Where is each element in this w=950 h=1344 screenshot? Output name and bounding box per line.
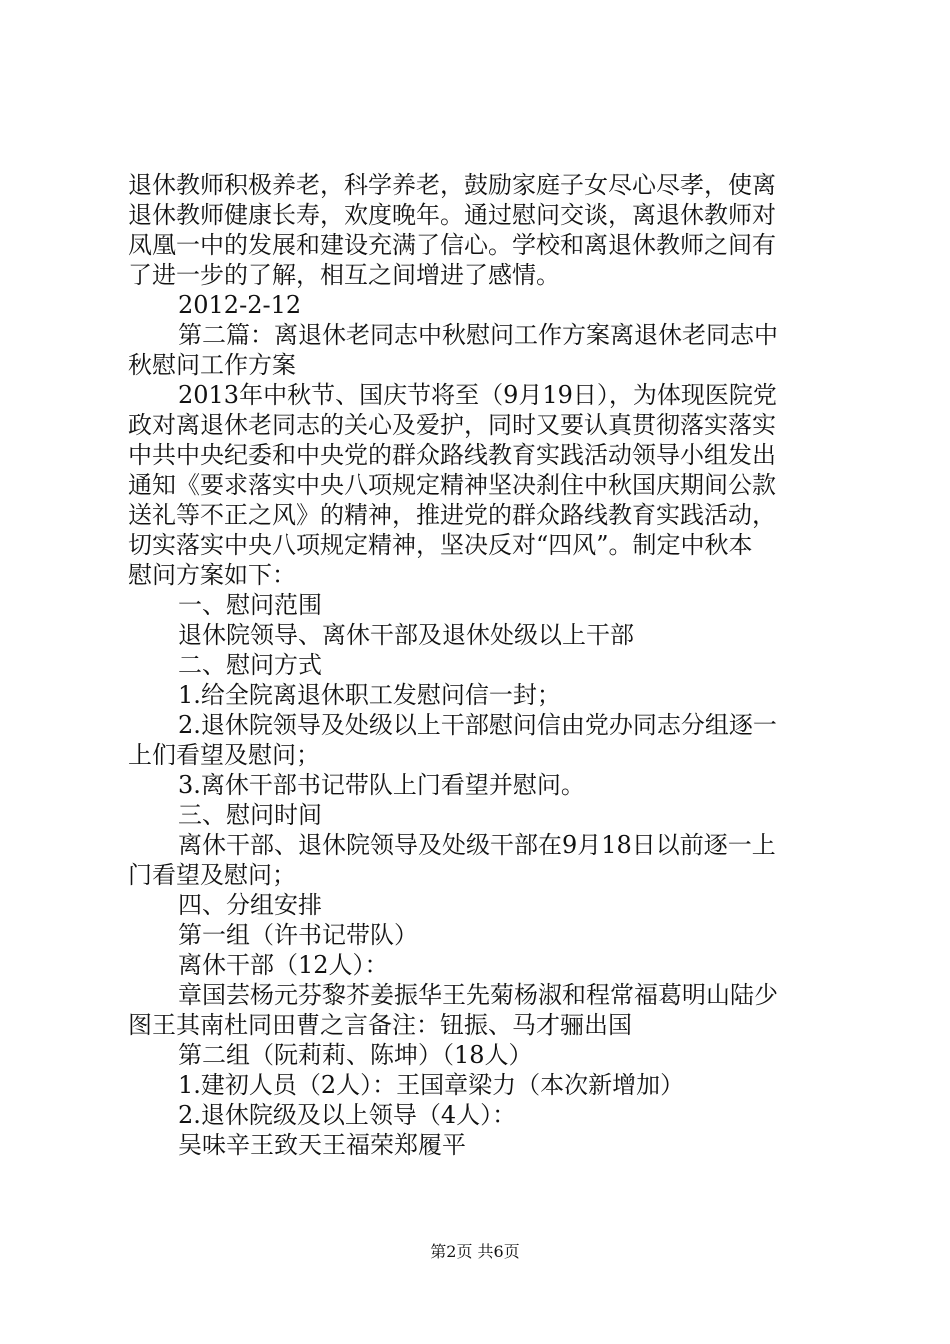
text-line-3: 凤凰一中的发展和建设充满了信心。学校和离退休教师之间有	[128, 231, 776, 259]
heading-groups: 四、分组安排	[178, 891, 322, 919]
text-line-16: 退休院领导、离休干部及退休处级以上干部	[178, 621, 634, 649]
text-line-10: 中共中央纪委和中央党的群众路线教育实践活动领导小组发出	[128, 441, 776, 469]
section-title-line-2: 秋慰问工作方案	[128, 351, 296, 379]
group-2-item-1: 1.建初人员（2人）：王国章梁力（本次新增加）	[178, 1071, 685, 1099]
group-2-title: 第二组（阮莉莉、陈坤）（18人）	[178, 1041, 533, 1069]
text-line-2: 退休教师健康长寿，欢度晚年。通过慰问交谈，离退休教师对	[128, 201, 776, 229]
date-line: 2012-2-12	[178, 291, 302, 319]
heading-time: 三、慰问时间	[178, 801, 322, 829]
document-body	[128, 170, 838, 1160]
group-2-item-2: 2.退休院级及以上领导（4人）：	[178, 1101, 517, 1129]
text-line-14: 慰问方案如下：	[128, 561, 296, 589]
text-line-1: 退休教师积极养老，科学养老，鼓励家庭子女尽心尽孝，使离	[128, 171, 776, 199]
section-title-line-1: 第二篇：离退休老同志中秋慰问工作方案离退休老同志中	[178, 321, 778, 349]
heading-scope: 一、慰问范围	[178, 591, 322, 619]
text-line-9: 政对离退休老同志的关心及爱护，同时又要认真贯彻落实落实	[128, 411, 776, 439]
group-2-names: 吴味辛王致天王福荣郑履平	[178, 1131, 466, 1159]
list-item-1: 1.给全院离退休职工发慰问信一封；	[178, 681, 561, 709]
group-1-names-1: 章国芸杨元芬黎芥姜振华王先菊杨淑和程常福葛明山陆少	[178, 981, 778, 1009]
group-1-title: 第一组（许书记带队）	[178, 921, 418, 949]
page-number-footer: 第2页 共6页	[430, 1242, 520, 1261]
text-line-8: 2013年中秋节、国庆节将至（9月19日），为体现医院党	[178, 381, 777, 409]
text-line-4: 了进一步的了解，相互之间增进了感情。	[128, 261, 560, 289]
text-line-11: 通知《要求落实中央八项规定精神坚决刹住中秋国庆期间公款	[128, 471, 776, 499]
group-1-names-2: 图王其南杜同田曹之言备注：钮振、马才骊出国	[128, 1011, 632, 1039]
list-item-3: 3.离休干部书记带队上门看望并慰问。	[178, 771, 585, 799]
group-1-subtitle: 离休干部（12人）：	[178, 951, 389, 979]
text-line-12: 送礼等不正之风》的精神，推进党的群众路线教育实践活动，	[128, 501, 776, 529]
text-line-13: 切实落实中央八项规定精神，坚决反对“四风”。制定中秋本	[128, 531, 753, 559]
text-line-23: 离休干部、退休院领导及处级干部在9月18日以前逐一上	[178, 831, 776, 859]
heading-method: 二、慰问方式	[178, 651, 322, 679]
text-line-24: 门看望及慰问；	[128, 861, 296, 889]
list-item-2: 2.退休院领导及处级以上干部慰问信由党办同志分组逐一	[178, 711, 777, 739]
list-item-2-cont: 上们看望及慰问；	[128, 741, 320, 769]
